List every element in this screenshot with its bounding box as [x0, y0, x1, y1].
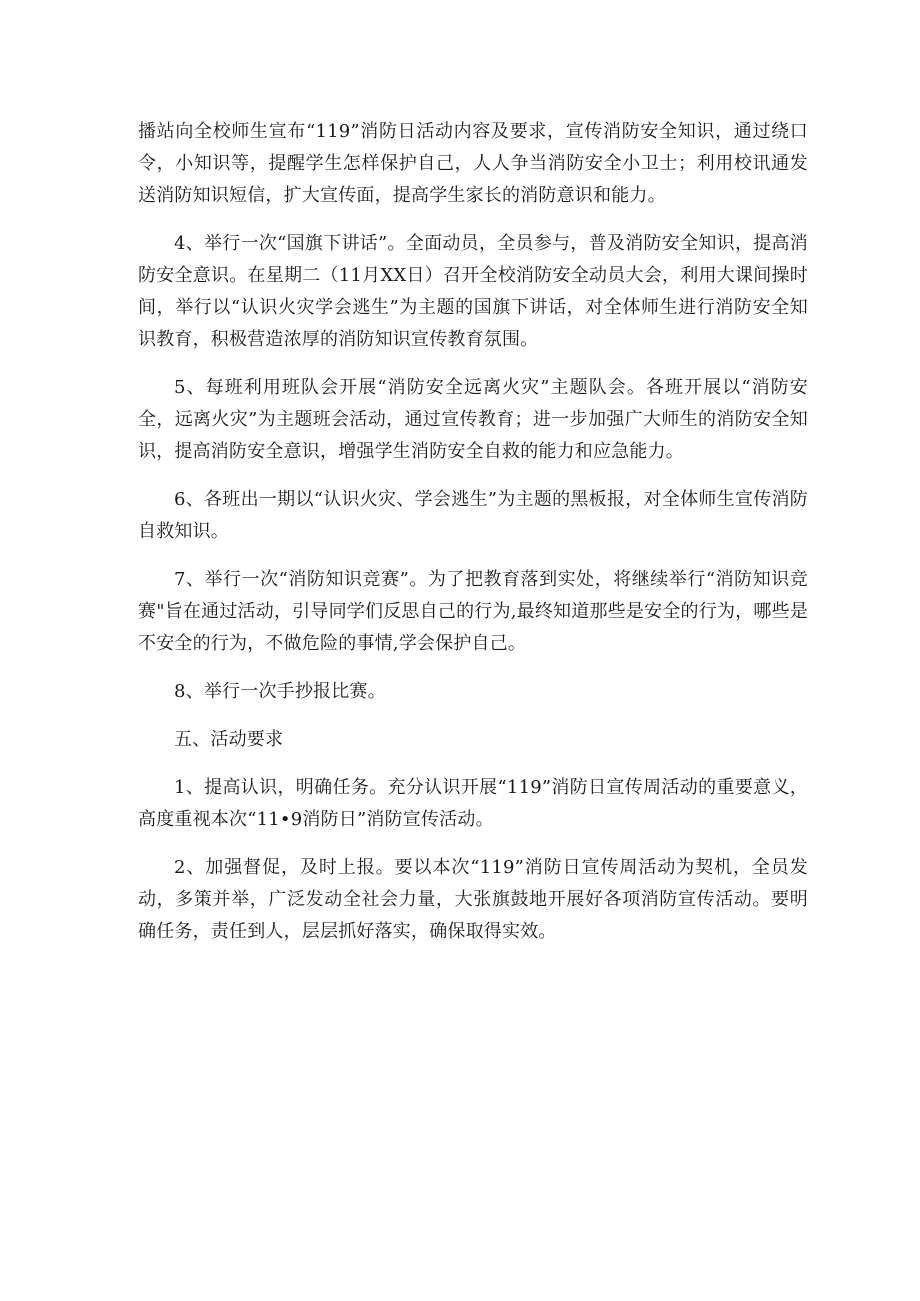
paragraph-7: 1、提高认识，明确任务。充分认识开展“119”消防日宣传周活动的重要意义，高度重视本次“11•9消防日”消防宣传活动。: [138, 777, 808, 830]
paragraph-6: 8、举行一次手抄报比赛。: [174, 681, 386, 702]
paragraph-4: 6、各班出一期以“认识火灾、学会逃生”为主题的黑板报，对全体师生宣传消防自救知识。: [138, 489, 808, 542]
paragraph-5: 7、举行一次“消防知识竞赛”。为了把教育落到实处，将继续举行“消防知识竞赛"旨在通过活动，引导同学们反思自己的行为,最终知道那些是安全的行为，哪些是不安全的行为，不做危险的事情,学会保护自己。: [138, 569, 808, 654]
paragraph-8: 2、加强督促，及时上报。要以本次“119”消防日宣传周活动为契机，全员发动，多策并举，广泛发动全社会力量，大张旗鼓地开展好各项消防宣传活动。要明确任务，责任到人，层层抓好落实，确保取得实效。: [138, 857, 808, 942]
document-body: [138, 116, 808, 964]
paragraph-1: 播站向全校师生宣布“119”消防日活动内容及要求，宣传消防安全知识，通过绕口令，小知识等，提醒学生怎样保护自己，人人争当消防安全小卫士；利用校讯通发送消防知识短信，扩大宣传面，提高学生家长的消防意识和能力。: [138, 121, 808, 206]
paragraph-2: 4、举行一次“国旗下讲话”。全面动员，全员参与，普及消防安全知识，提高消防安全意识。在星期二（11月XX日）召开全校消防安全动员大会，利用大课间操时间，举行以“认识火灾学会逃生”为主题的国旗下讲话，对全体师生进行消防安全知识教育，积极营造浓厚的消防知识宣传教育氛围。: [138, 233, 808, 350]
paragraph-3: 5、每班利用班队会开展“消防安全远离火灾”主题队会。各班开展以“消防安全，远离火灾”为主题班会活动，通过宣传教育；进一步加强广大师生的消防安全知识，提高消防安全意识，增强学生消防安全自救的能力和应急能力。: [138, 377, 808, 462]
section-heading: 五、活动要求: [174, 729, 284, 750]
